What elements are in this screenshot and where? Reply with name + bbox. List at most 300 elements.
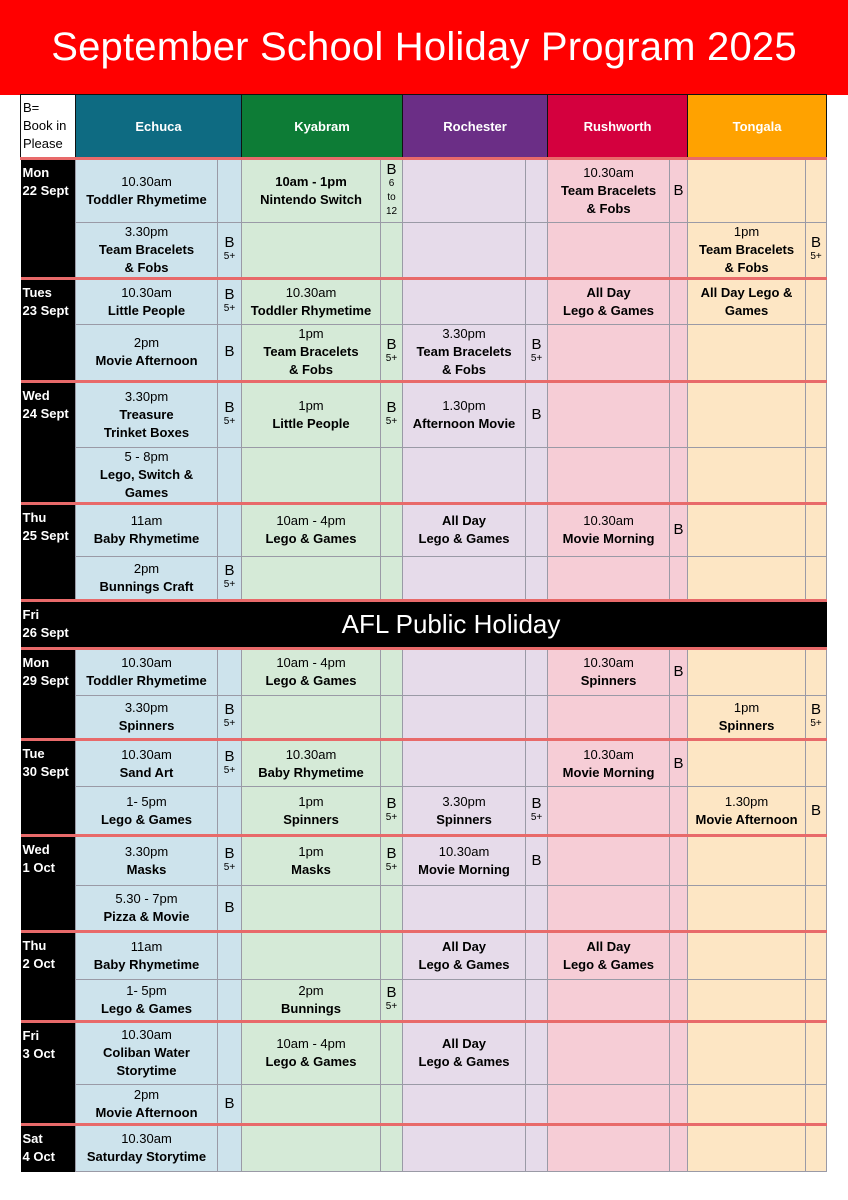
booking-required-badge: B <box>386 161 397 179</box>
tongala-event-cell <box>688 835 806 885</box>
kyabram-event-cell <box>242 1084 381 1124</box>
event-name: Baby Rhymetime <box>258 764 364 780</box>
rushworth-event-cell <box>548 1084 670 1124</box>
echuca-event-cell <box>76 1124 218 1171</box>
kyabram-booking-cell <box>381 381 403 447</box>
day-label <box>21 448 76 504</box>
event-name: Lego & Games <box>265 531 357 547</box>
rochester-event-cell <box>403 980 526 1022</box>
rushworth-booking-cell <box>670 1022 688 1084</box>
schedule-row <box>21 1124 827 1171</box>
echuca-event-cell <box>76 1022 218 1084</box>
echuca-booking-cell <box>218 504 242 556</box>
event-name: Bunnings <box>281 1001 341 1017</box>
rushworth-booking-cell <box>670 835 688 885</box>
event-time: 5 - 8pm <box>124 449 169 465</box>
tongala-event-cell <box>688 279 806 324</box>
tongala-booking-cell <box>806 1022 827 1084</box>
event-name: Spinners <box>580 673 637 689</box>
booking-required-badge: B <box>811 801 822 819</box>
event-name: Bunnings Craft <box>99 578 194 594</box>
echuca-booking-cell <box>218 279 242 324</box>
kyabram-booking-cell <box>381 696 403 740</box>
rochester-event-cell <box>403 696 526 740</box>
tongala-event-cell <box>688 381 806 447</box>
echuca-event-cell <box>76 980 218 1022</box>
day-label <box>21 279 76 324</box>
day-label-line: 25 Sept <box>22 528 69 544</box>
schedule-row <box>21 885 827 931</box>
day-label <box>21 980 76 1022</box>
rochester-event-cell <box>403 448 526 504</box>
rushworth-event-cell <box>548 885 670 931</box>
event-name: Nintendo Switch <box>260 192 362 208</box>
rochester-booking-cell <box>526 381 548 447</box>
day-label <box>21 696 76 740</box>
event-name: All Day <box>441 513 487 529</box>
rushworth-booking-cell <box>670 885 688 931</box>
schedule-row <box>21 504 827 556</box>
tongala-booking-cell <box>806 381 827 447</box>
branch-header-kyabram: Kyabram <box>242 95 403 159</box>
kyabram-booking-cell <box>381 648 403 695</box>
rushworth-booking-cell <box>670 740 688 787</box>
kyabram-booking-cell <box>381 448 403 504</box>
echuca-event-cell <box>76 504 218 556</box>
booking-required-badge: B <box>673 182 684 200</box>
event-time: 1- 5pm <box>126 793 167 809</box>
echuca-booking-cell <box>218 787 242 835</box>
rochester-event-cell <box>403 279 526 324</box>
kyabram-event-cell <box>242 324 381 381</box>
event-time: 3.30pm <box>442 326 486 342</box>
tongala-event-cell <box>688 1084 806 1124</box>
booking-required-badge: B <box>531 336 542 354</box>
event-name: Movie Afternoon <box>95 1104 198 1120</box>
day-label-line: Thu <box>22 510 47 526</box>
day-label-line: 24 Sept <box>22 405 69 421</box>
legend-line: Please <box>23 136 63 151</box>
rochester-booking-cell <box>526 1084 548 1124</box>
page-title: September School Holiday Program 2025 <box>0 0 848 95</box>
rochester-event-cell <box>403 787 526 835</box>
event-time: 2pm <box>133 1086 160 1102</box>
booking-required-badge: B <box>811 701 822 719</box>
rochester-booking-cell <box>526 1022 548 1084</box>
schedule-row <box>21 381 827 447</box>
rushworth-event-cell <box>548 556 670 600</box>
kyabram-booking-cell <box>381 980 403 1022</box>
booking-legend <box>21 95 76 159</box>
kyabram-booking-cell <box>381 931 403 979</box>
age-requirement: 5+ <box>223 578 236 590</box>
tongala-booking-cell <box>806 740 827 787</box>
event-time: 10.30am <box>438 843 490 859</box>
echuca-booking-cell <box>218 448 242 504</box>
rochester-booking-cell <box>526 159 548 223</box>
rochester-event-cell <box>403 835 526 885</box>
age-requirement: 5+ <box>385 811 398 823</box>
rushworth-event-cell <box>548 448 670 504</box>
kyabram-event-cell <box>242 835 381 885</box>
tongala-booking-cell <box>806 324 827 381</box>
schedule-row <box>21 980 827 1022</box>
booking-required-badge: B <box>386 984 397 1002</box>
echuca-event-cell <box>76 1084 218 1124</box>
tongala-event-cell <box>688 1124 806 1171</box>
rushworth-booking-cell <box>670 648 688 695</box>
kyabram-booking-cell <box>381 556 403 600</box>
booking-required-badge: B <box>224 701 235 719</box>
event-name: Trinket Boxes <box>103 424 190 440</box>
echuca-event-cell <box>76 648 218 695</box>
kyabram-event-cell <box>242 980 381 1022</box>
rushworth-event-cell <box>548 324 670 381</box>
branch-header-tongala: Tongala <box>688 95 827 159</box>
event-time: 10.30am <box>583 655 634 671</box>
age-requirement: 5+ <box>385 353 398 365</box>
event-time: 2pm <box>133 335 160 351</box>
rochester-booking-cell <box>526 504 548 556</box>
schedule-row <box>21 1084 827 1124</box>
age-requirement: 5+ <box>385 415 398 427</box>
rochester-booking-cell <box>526 1124 548 1171</box>
booking-required-badge: B <box>386 794 397 812</box>
day-label <box>21 1022 76 1084</box>
rushworth-booking-cell <box>670 279 688 324</box>
event-name: Lego & Games <box>418 957 510 973</box>
kyabram-event-cell <box>242 648 381 695</box>
day-label <box>21 600 76 648</box>
schedule-row <box>21 279 827 324</box>
rushworth-event-cell <box>548 696 670 740</box>
echuca-event-cell <box>76 787 218 835</box>
tongala-booking-cell <box>806 279 827 324</box>
rochester-event-cell <box>403 885 526 931</box>
rochester-event-cell <box>403 931 526 979</box>
kyabram-event-cell <box>242 279 381 324</box>
booking-required-badge: B <box>811 234 822 252</box>
branch-header-echuca: Echuca <box>76 95 242 159</box>
legend-line: B= <box>23 100 40 115</box>
rochester-booking-cell <box>526 787 548 835</box>
event-name: Spinners <box>718 718 775 734</box>
tongala-booking-cell <box>806 931 827 979</box>
rushworth-event-cell <box>548 980 670 1022</box>
event-time: 3.30pm <box>442 793 486 809</box>
booking-required-badge: B <box>386 336 397 354</box>
event-name: Games <box>124 485 169 501</box>
event-time: 2pm <box>298 983 324 999</box>
tongala-booking-cell <box>806 787 827 835</box>
rushworth-event-cell <box>548 504 670 556</box>
day-label-line: 1 Oct <box>22 859 56 875</box>
schedule-row <box>21 931 827 979</box>
tongala-event-cell <box>688 504 806 556</box>
kyabram-event-cell <box>242 223 381 279</box>
event-name: & Fobs <box>724 260 769 276</box>
event-name: Baby Rhymetime <box>93 957 200 973</box>
rochester-event-cell <box>403 556 526 600</box>
schedule-row <box>21 159 827 223</box>
event-name: Saturday Storytime <box>86 1149 207 1165</box>
day-label-line: 2 Oct <box>22 955 56 971</box>
kyabram-event-cell <box>242 556 381 600</box>
tongala-booking-cell <box>806 980 827 1022</box>
schedule-row <box>21 324 827 381</box>
booking-required-badge: B <box>386 398 397 416</box>
rushworth-booking-cell <box>670 324 688 381</box>
rushworth-event-cell <box>548 1124 670 1171</box>
event-name: Spinners <box>118 718 175 734</box>
age-requirement: to <box>387 192 396 204</box>
event-name: Movie Morning <box>418 861 510 877</box>
tongala-booking-cell <box>806 1124 827 1171</box>
day-label <box>21 324 76 381</box>
age-requirement: 5+ <box>223 251 236 263</box>
event-time: 10am - 1pm <box>275 174 347 190</box>
kyabram-event-cell <box>242 448 381 504</box>
tongala-booking-cell <box>806 223 827 279</box>
booking-required-badge: B <box>224 1094 235 1112</box>
echuca-event-cell <box>76 696 218 740</box>
event-name: Spinners <box>283 811 339 827</box>
echuca-booking-cell <box>218 159 242 223</box>
kyabram-event-cell <box>242 159 381 223</box>
event-time: 3.30pm <box>124 700 169 716</box>
day-label-line: Wed <box>22 387 50 403</box>
rushworth-booking-cell <box>670 931 688 979</box>
rushworth-booking-cell <box>670 556 688 600</box>
echuca-event-cell <box>76 835 218 885</box>
event-name: Storytime <box>116 1063 177 1079</box>
event-name: Lego & Games <box>265 673 357 689</box>
event-name: Little People <box>272 415 350 431</box>
echuca-booking-cell <box>218 1124 242 1171</box>
event-name: Afternoon Movie <box>412 415 516 431</box>
echuca-booking-cell <box>218 931 242 979</box>
tongala-event-cell <box>688 980 806 1022</box>
event-name: Masks <box>126 861 167 877</box>
kyabram-event-cell <box>242 381 381 447</box>
day-label <box>21 885 76 931</box>
event-name: Lego & Games <box>100 811 193 827</box>
echuca-booking-cell <box>218 885 242 931</box>
rochester-event-cell <box>403 1022 526 1084</box>
booking-required-badge: B <box>386 844 397 862</box>
echuca-booking-cell <box>218 648 242 695</box>
rushworth-booking-cell <box>670 696 688 740</box>
event-name: Team Bracelets <box>560 183 657 199</box>
tongala-booking-cell <box>806 159 827 223</box>
kyabram-booking-cell <box>381 1022 403 1084</box>
event-time: 10.30am <box>583 513 634 529</box>
event-name: Baby Rhymetime <box>93 531 200 547</box>
rushworth-event-cell <box>548 740 670 787</box>
booking-required-badge: B <box>224 234 235 252</box>
rushworth-event-cell <box>548 835 670 885</box>
echuca-event-cell <box>76 885 218 931</box>
age-requirement: 5+ <box>530 353 543 365</box>
event-time: 10.30am <box>583 746 634 762</box>
day-label-line: Wed <box>22 841 50 857</box>
rochester-event-cell <box>403 504 526 556</box>
tongala-booking-cell <box>806 448 827 504</box>
event-time: 1.30pm <box>724 793 769 809</box>
echuca-event-cell <box>76 279 218 324</box>
echuca-booking-cell <box>218 696 242 740</box>
tongala-event-cell <box>688 1022 806 1084</box>
rochester-event-cell <box>403 223 526 279</box>
day-label-line: Fri <box>22 1028 40 1044</box>
day-label <box>21 931 76 979</box>
kyabram-event-cell <box>242 885 381 931</box>
echuca-event-cell <box>76 159 218 223</box>
day-label-line: 26 Sept <box>22 624 69 640</box>
echuca-event-cell <box>76 556 218 600</box>
day-label-line: Mon <box>22 165 50 180</box>
rochester-booking-cell <box>526 835 548 885</box>
kyabram-booking-cell <box>381 159 403 223</box>
day-label <box>21 648 76 695</box>
rochester-booking-cell <box>526 740 548 787</box>
tongala-booking-cell <box>806 1084 827 1124</box>
rushworth-booking-cell <box>670 787 688 835</box>
event-name: Little People <box>107 303 186 319</box>
rochester-booking-cell <box>526 324 548 381</box>
day-label-line: 22 Sept <box>22 183 69 198</box>
rushworth-booking-cell <box>670 980 688 1022</box>
day-label-line: Mon <box>22 654 50 670</box>
tongala-booking-cell <box>806 648 827 695</box>
event-name: Team Bracelets <box>98 242 195 258</box>
echuca-booking-cell <box>218 740 242 787</box>
kyabram-event-cell <box>242 1022 381 1084</box>
branch-header-rushworth: Rushworth <box>548 95 688 159</box>
kyabram-booking-cell <box>381 1124 403 1171</box>
age-requirement: 5+ <box>223 764 236 776</box>
rochester-event-cell <box>403 648 526 695</box>
rochester-booking-cell <box>526 223 548 279</box>
tongala-booking-cell <box>806 696 827 740</box>
event-time: 2pm <box>133 560 160 576</box>
schedule-row <box>21 448 827 504</box>
echuca-booking-cell <box>218 980 242 1022</box>
echuca-booking-cell <box>218 381 242 447</box>
event-name: All Day Lego & <box>700 285 793 301</box>
event-time: 10.30am <box>121 285 172 301</box>
rochester-booking-cell <box>526 696 548 740</box>
rushworth-event-cell <box>548 381 670 447</box>
rochester-booking-cell <box>526 931 548 979</box>
day-label-line: 29 Sept <box>22 672 69 688</box>
event-name: Movie Morning <box>562 764 655 780</box>
event-time: 1pm <box>298 397 324 413</box>
event-time: 10.30am <box>583 165 634 181</box>
kyabram-booking-cell <box>381 835 403 885</box>
schedule-row <box>21 648 827 695</box>
rochester-booking-cell <box>526 448 548 504</box>
schedule-row <box>21 556 827 600</box>
echuca-booking-cell <box>218 1084 242 1124</box>
day-label-line: 30 Sept <box>22 764 69 780</box>
event-time: 3.30pm <box>124 224 169 240</box>
schedule-row <box>21 223 827 279</box>
day-label <box>21 787 76 835</box>
event-time: 10am - 4pm <box>276 655 346 671</box>
rushworth-booking-cell <box>670 448 688 504</box>
event-time: 1pm <box>298 793 324 809</box>
tongala-booking-cell <box>806 504 827 556</box>
tongala-booking-cell <box>806 885 827 931</box>
kyabram-booking-cell <box>381 279 403 324</box>
rushworth-booking-cell <box>670 504 688 556</box>
age-requirement: 5+ <box>810 718 822 730</box>
event-time: 10am - 4pm <box>276 513 346 529</box>
rushworth-event-cell <box>548 1022 670 1084</box>
event-time: 10.30am <box>121 1027 172 1043</box>
day-label <box>21 1084 76 1124</box>
echuca-event-cell <box>76 381 218 447</box>
booking-required-badge: B <box>673 521 684 539</box>
event-time: 10.30am <box>285 746 337 762</box>
echuca-event-cell <box>76 931 218 979</box>
rochester-booking-cell <box>526 279 548 324</box>
event-name: Lego, Switch & <box>99 467 194 483</box>
day-label-line: 23 Sept <box>22 303 69 319</box>
echuca-booking-cell <box>218 223 242 279</box>
tongala-event-cell <box>688 448 806 504</box>
event-name: & Fobs <box>441 362 487 378</box>
holiday-row <box>21 600 827 648</box>
event-name: Toddler Rhymetime <box>250 303 372 319</box>
day-label <box>21 835 76 885</box>
event-name: Toddler Rhymetime <box>86 673 207 689</box>
event-time: 10.30am <box>121 174 172 190</box>
kyabram-booking-cell <box>381 223 403 279</box>
age-requirement: 5+ <box>223 303 236 315</box>
event-name: Movie Morning <box>562 531 655 547</box>
event-time: 5.30 - 7pm <box>115 890 178 906</box>
tongala-event-cell <box>688 556 806 600</box>
event-time: 3.30pm <box>124 388 169 404</box>
echuca-booking-cell <box>218 835 242 885</box>
event-name: Team Bracelets <box>263 344 359 360</box>
booking-required-badge: B <box>224 898 235 916</box>
day-label-line: Fri <box>22 606 40 622</box>
rochester-booking-cell <box>526 556 548 600</box>
rushworth-booking-cell <box>670 1124 688 1171</box>
event-time: 11am <box>130 513 163 529</box>
event-time: 1pm <box>298 326 324 342</box>
event-name: Toddler Rhymetime <box>86 192 207 208</box>
branch-header-rochester: Rochester <box>403 95 548 159</box>
event-name: Lego & Games <box>563 303 655 319</box>
event-time: 10.30am <box>121 746 172 762</box>
echuca-booking-cell <box>218 324 242 381</box>
booking-required-badge: B <box>224 286 235 304</box>
booking-required-badge: B <box>673 754 684 772</box>
echuca-event-cell <box>76 740 218 787</box>
event-name: Lego & Games <box>563 957 655 973</box>
event-name: Treasure <box>119 406 174 422</box>
tongala-event-cell <box>688 931 806 979</box>
legend-line: Book in <box>23 118 67 133</box>
echuca-event-cell <box>76 324 218 381</box>
event-name: All Day <box>441 1036 487 1052</box>
rushworth-booking-cell <box>670 381 688 447</box>
rushworth-event-cell <box>548 223 670 279</box>
